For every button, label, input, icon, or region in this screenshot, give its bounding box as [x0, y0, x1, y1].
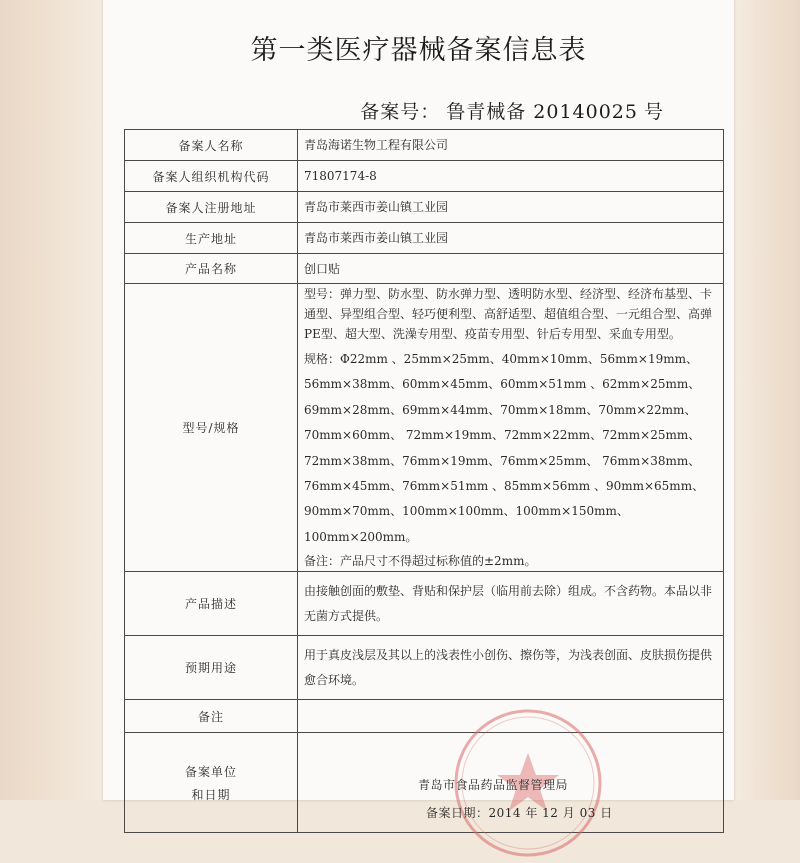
filer-name-label: 备案人名称 [125, 130, 298, 161]
filing-date: 备案日期：2014 年 12 月 03 日 [426, 806, 613, 821]
record-number-value: 鲁青械备 20140025 [446, 101, 638, 123]
table-row [125, 733, 724, 833]
registered-address-value: 青岛市莱西市姜山镇工业园 [298, 192, 724, 223]
model-spec-value [298, 284, 724, 572]
table-row [125, 161, 724, 192]
table-row [125, 130, 724, 161]
filing-unit-label [125, 733, 298, 833]
intended-use-label: 预期用途 [125, 636, 298, 700]
table-row [125, 254, 724, 284]
record-number [360, 97, 664, 124]
intended-use-value: 用于真皮浅层及其以上的浅表性小创伤、擦伤等，为浅表创面、皮肤损伤提供愈合环境。 [298, 636, 724, 700]
remarks-label: 备注 [125, 700, 298, 733]
record-number-label: 备案号： [360, 101, 441, 123]
table-row [125, 636, 724, 700]
document-sheet [103, 0, 734, 821]
registered-address-label: 备案人注册地址 [125, 192, 298, 223]
spec-note: 备注：产品尺寸不得超过标称值的±2mm。 [304, 554, 537, 569]
table-row [125, 223, 724, 254]
product-description-label: 产品描述 [125, 572, 298, 636]
filing-unit-value [298, 733, 724, 833]
page-margin-left [0, 0, 103, 800]
product-description-value: 由接触创面的敷垫、背贴和保护层（临用前去除）组成。不含药物。本品以非无菌方式提供。 [298, 572, 724, 636]
table-row [125, 284, 724, 572]
filing-unit-label-line2: 和日期 [191, 787, 231, 802]
document-title: 第一类医疗器械备案信息表 [250, 35, 587, 66]
org-code-label: 备案人组织机构代码 [125, 161, 298, 192]
production-address-label: 生产地址 [125, 223, 298, 254]
table-row [125, 192, 724, 223]
product-name-value: 创口贴 [298, 254, 724, 284]
org-code-value: 71807174-8 [298, 161, 724, 192]
table-row [125, 700, 724, 733]
filing-authority: 青岛市食品药品监督管理局 [418, 778, 569, 793]
table-row [125, 572, 724, 636]
model-list: 型号：弹力型、防水型、防水弹力型、透明防水型、经济型、经济布基型、卡通型、异型组合型、轻巧便利型、高舒适型、超值组合型、一元组合型、高弹PE型、超大型、洗澡专用型、疫苗专用型、针后专用型、采血专用型。 [304, 287, 713, 341]
record-info-table [124, 129, 724, 833]
record-number-suffix: 号 [643, 101, 664, 123]
spec-list: 规格：Φ22mm 、25mm×25mm、40mm×10mm、56mm×19mm、56mm×38mm、60mm×45mm、60mm×51mm 、62mm×25mm、69mm×28mm、69mm×44mm、70mm×18mm、70mm×22mm、70mm×60mm、 72mm×19mm、72mm×22mm、72mm×25mm、72mm×38mm、76mm×19mm、76mm×25mm、 76mm×38mm、76mm×45mm、76mm×51mm 、85mm×56mm 、90mm×65mm、90mm×70mm、100mm×100mm、100mm×150mm、100mm×200mm。 [304, 352, 705, 544]
filer-name-value: 青岛海诺生物工程有限公司 [298, 130, 724, 161]
model-spec-label: 型号/规格 [125, 284, 298, 572]
remarks-value [298, 700, 724, 733]
product-name-label: 产品名称 [125, 254, 298, 284]
page-margin-right [734, 0, 800, 800]
filing-unit-label-line1: 备案单位 [184, 764, 237, 779]
production-address-value: 青岛市莱西市姜山镇工业园 [298, 223, 724, 254]
